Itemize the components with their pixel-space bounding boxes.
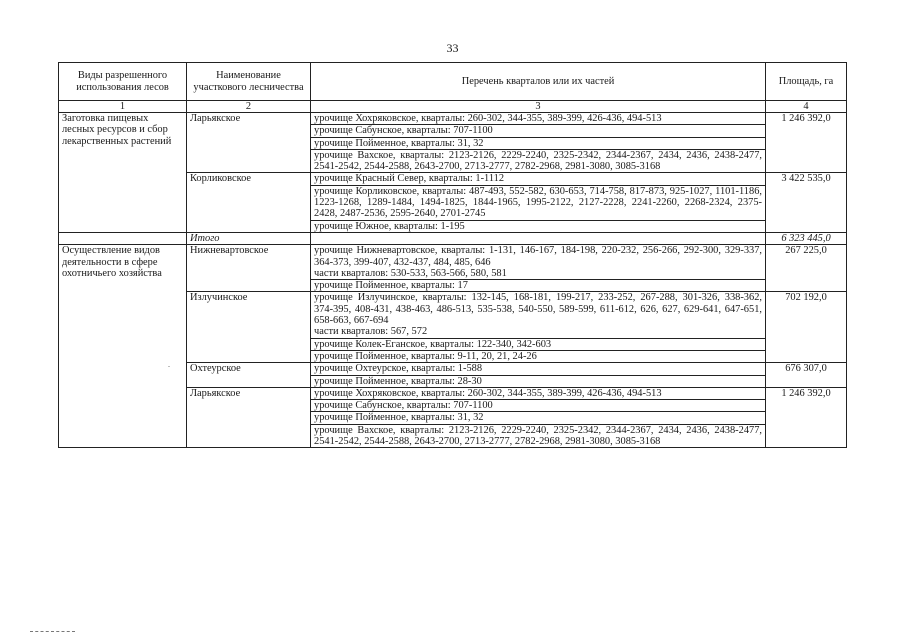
- page-number: 33: [446, 41, 459, 55]
- quarters-cell: урочище Красный Север, кварталы: 1-1112: [311, 173, 766, 185]
- total-empty-cell: [59, 232, 187, 244]
- quarters-cell: урочище Колек-Еганское, кварталы: 122-340, 342-603: [311, 338, 766, 350]
- use-type-cell: Осуществление видов деятельности в сфере охотничьего хозяйства: [59, 245, 187, 448]
- quarters-cell: урочище Сабунское, кварталы: 707-1100: [311, 125, 766, 137]
- quarters-cell: урочище Нижневартовское, кварталы: 1-131, 146-167, 184-198, 220-232, 256-266, 292-300, 329-337, 364-373, 399-407, 432-437, 484, 485, 646 части кварталов: 530-533, 563-566, 580, 581: [311, 245, 766, 280]
- forestry-name-cell: Ларьякское: [187, 387, 311, 447]
- quarters-cell: урочище Сабунское, кварталы: 707-1100: [311, 400, 766, 412]
- column-number-row: [59, 101, 847, 113]
- header-forestry: Наименование участкового лесничества: [187, 63, 311, 101]
- header-quarters: Перечень кварталов или их частей: [311, 63, 766, 101]
- quarters-cell: урочище Пойменное, кварталы: 31, 32: [311, 137, 766, 149]
- header-use: Виды разрешенного использования лесов: [59, 63, 187, 101]
- table-body: [59, 113, 847, 448]
- column-number: 4: [766, 101, 847, 113]
- quarters-cell: урочище Пойменное, кварталы: 28-30: [311, 375, 766, 387]
- quarters-cell: урочище Излучинское, кварталы: 132-145, 168-181, 199-217, 233-252, 267-288, 301-326, 338-362, 374-395, 408-431, 438-463, 486-513, 535-538, 540-550, 589-599, 611-612, 626, 627, 629-641, 647-651, 658-663, 667-694 части кварталов: 567, 572: [311, 292, 766, 338]
- stray-mark: .: [168, 360, 170, 369]
- column-number: 1: [59, 101, 187, 113]
- total-row: [59, 232, 847, 244]
- quarters-cell: урочище Пойменное, кварталы: 17: [311, 280, 766, 292]
- column-number: 3: [311, 101, 766, 113]
- quarters-cell: урочище Пойменное, кварталы: 31, 32: [311, 412, 766, 424]
- column-number: 2: [187, 101, 311, 113]
- quarters-cell: урочище Южное, кварталы: 1-195: [311, 220, 766, 232]
- use-type-cell: Заготовка пищевых лесных ресурсов и сбор лекарственных растений: [59, 113, 187, 233]
- quarters-cell: урочище Хохряковское, кварталы: 260-302, 344-355, 389-399, 426-436, 494-513: [311, 387, 766, 399]
- total-value-cell: 6 323 445,0: [766, 232, 847, 244]
- total-label-cell: Итого: [187, 232, 311, 244]
- area-cell: 676 307,0: [766, 363, 847, 388]
- area-cell: 267 225,0: [766, 245, 847, 292]
- area-cell: 702 192,0: [766, 292, 847, 363]
- total-empty-cell: [311, 232, 766, 244]
- quarters-cell: урочище Хохряковское, кварталы: 260-302, 344-355, 389-399, 426-436, 494-513: [311, 113, 766, 125]
- quarters-cell: урочище Корликовское, кварталы: 487-493, 552-582, 630-653, 714-758, 817-873, 925-1027, 1101-1186, 1223-1268, 1289-1484, 1494-1825, 1844-1965, 1995-2122, 2127-2228, 2241-2260, 2268-2324, 2375-2428, 2487-2536, 2595-2640, 2701-2745: [311, 185, 766, 220]
- area-cell: 1 246 392,0: [766, 113, 847, 173]
- forestry-name-cell: Нижневартовское: [187, 245, 311, 292]
- quarters-cell: урочище Пойменное, кварталы: 9-11, 20, 21, 24-26: [311, 350, 766, 362]
- forestry-name-cell: Охтеурское: [187, 363, 311, 388]
- area-cell: 3 422 535,0: [766, 173, 847, 232]
- forestry-name-cell: Ларьякское: [187, 113, 311, 173]
- quarters-cell: урочище Вахское, кварталы: 2123-2126, 2229-2240, 2325-2342, 2344-2367, 2434, 2436, 2438-2477, 2541-2542, 2544-2588, 2643-2700, 2713-2777, 2782-2968, 2981-3080, 3085-3168: [311, 424, 766, 448]
- table-row: [59, 113, 847, 125]
- area-cell: 1 246 392,0: [766, 387, 847, 447]
- forestry-name-cell: Излучинское: [187, 292, 311, 363]
- quarters-cell: урочище Вахское, кварталы: 2123-2126, 2229-2240, 2325-2342, 2344-2367, 2434, 2436, 2438-2477, 2541-2542, 2544-2588, 2643-2700, 2713-2777, 2782-2968, 2981-3080, 3085-3168: [311, 149, 766, 173]
- scan-artifact-line: [30, 631, 75, 633]
- header-row: [59, 63, 847, 101]
- forest-use-table: [58, 62, 847, 448]
- table-row: [59, 245, 847, 280]
- header-area: Площадь, га: [766, 63, 847, 101]
- quarters-cell: урочище Охтеурское, кварталы: 1-588: [311, 363, 766, 375]
- forestry-name-cell: Корликовское: [187, 173, 311, 232]
